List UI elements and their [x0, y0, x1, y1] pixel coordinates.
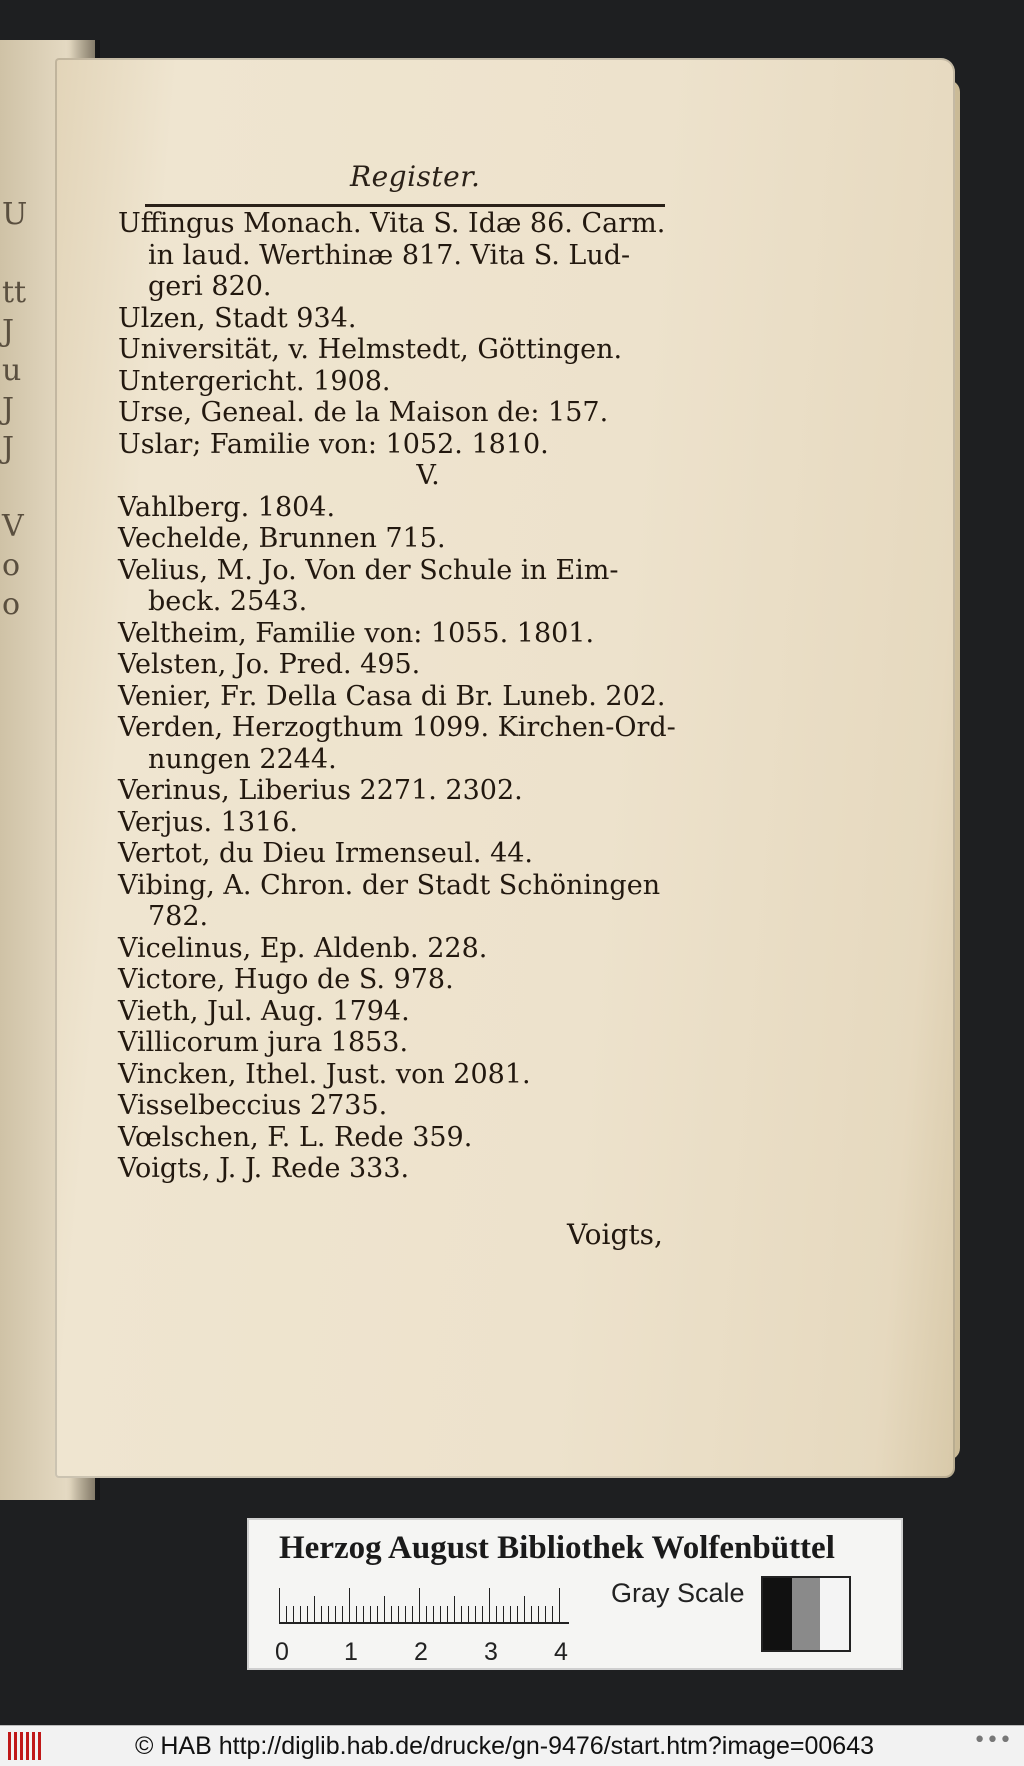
left-page-glyph: J — [2, 392, 15, 427]
ruler-tick — [335, 1606, 336, 1622]
ruler-tick — [321, 1606, 322, 1622]
ruler-tick — [482, 1606, 483, 1622]
ruler-tick — [342, 1606, 343, 1622]
register-entry: Verinus, Liberius 2271. 2302. — [118, 775, 523, 806]
left-page-glyph: u — [2, 353, 22, 388]
gray-swatch — [763, 1578, 792, 1650]
ruler-tick — [293, 1606, 294, 1622]
register-entry: Venier, Fr. Della Casa di Br. Luneb. 202. — [118, 680, 666, 712]
ruler-tick — [433, 1606, 434, 1622]
ruler-number: 2 — [414, 1638, 428, 1666]
left-page-glyph: tt — [2, 275, 27, 310]
register-entry: Victore, Hugo de S. 978. — [118, 964, 454, 995]
ruler-tick — [314, 1596, 315, 1622]
ruler-number: 3 — [484, 1638, 498, 1666]
register-entry: 782. — [148, 901, 209, 932]
register-entry: Velius, M. Jo. Von der Schule in Eim- — [118, 554, 619, 586]
copyright-url[interactable]: © HAB http://diglib.hab.de/drucke/gn-9476/start.htm?image=00643 — [135, 1732, 875, 1760]
register-entry: Vincken, Ithel. Just. von 2081. — [118, 1058, 531, 1090]
left-page-glyphs — [2, 195, 28, 624]
register-entry: Ulzen, Stadt 934. — [118, 302, 357, 334]
register-entry: Verden, Herzogthum 1099. Kirchen-Ord- — [118, 712, 676, 743]
left-page-glyph: J — [2, 431, 15, 466]
ruler-number: 4 — [554, 1638, 568, 1666]
grayscale-label: Gray Scale — [611, 1578, 745, 1608]
ruler-tick — [524, 1596, 525, 1622]
ruler-tick — [391, 1606, 392, 1622]
ruler-tick — [440, 1606, 441, 1622]
ruler-tick — [475, 1606, 476, 1622]
ruler-tick — [377, 1606, 378, 1622]
ruler-tick — [300, 1606, 301, 1622]
register-entry: in laud. Werthinæ 817. Vita S. Lud- — [148, 239, 631, 271]
left-page-glyph: o — [2, 587, 21, 622]
header-title: Register. — [350, 160, 481, 193]
register-entry: Vahlberg. 1804. — [118, 491, 336, 523]
ruler-tick — [398, 1606, 399, 1622]
ruler-tick — [447, 1606, 448, 1622]
reference-card — [247, 1518, 903, 1670]
register-entry: Verjus. 1316. — [118, 806, 298, 838]
left-page-glyph: J — [2, 314, 15, 349]
register-entries — [118, 208, 678, 1185]
ruler-tick — [454, 1596, 455, 1622]
ruler-tick — [538, 1606, 539, 1622]
library-title: Herzog August Bibliothek Wolfenbüttel — [279, 1530, 835, 1566]
register-entry: Villicorum jura 1853. — [118, 1027, 409, 1058]
more-options-icon[interactable]: ••• — [973, 1728, 1012, 1753]
ruler-tick — [503, 1606, 504, 1622]
page-header — [145, 160, 665, 200]
section-heading: V. — [416, 460, 440, 491]
ruler-tick — [461, 1606, 462, 1622]
register-entry: Vieth, Jul. Aug. 1794. — [118, 995, 410, 1027]
ruler-tick — [552, 1606, 553, 1622]
catchword: Voigts, — [567, 1218, 663, 1251]
register-entry: geri 820. — [148, 271, 272, 302]
ruler-tick — [531, 1606, 532, 1622]
ruler-tick — [328, 1606, 329, 1622]
register-entry: beck. 2543. — [148, 586, 308, 617]
left-page-glyph: U — [2, 197, 28, 232]
footer-bar — [0, 1725, 1024, 1766]
grayscale-swatches — [761, 1576, 851, 1652]
register-entry: Vicelinus, Ep. Aldenb. 228. — [118, 932, 488, 964]
register-entry: nungen 2244. — [148, 743, 337, 775]
register-entry: Veltheim, Familie von: 1055. 1801. — [118, 617, 595, 649]
ruler-tick — [279, 1588, 280, 1622]
register-entry: Uslar; Familie von: 1052. 1810. — [118, 428, 549, 460]
register-entry: Vechelde, Brunnen 715. — [118, 523, 446, 554]
ruler-tick — [489, 1588, 490, 1622]
ruler-tick — [412, 1606, 413, 1622]
register-entry: Vœlschen, F. L. Rede 359. — [118, 1121, 473, 1153]
ruler-tick — [356, 1606, 357, 1622]
ruler-tick — [307, 1606, 308, 1622]
gray-swatch — [820, 1578, 849, 1650]
ruler-number: 1 — [344, 1638, 358, 1666]
left-page-glyph — [2, 468, 24, 507]
ruler-tick — [496, 1606, 497, 1622]
register-entry: Voigts, J. J. Rede 333. — [118, 1153, 410, 1184]
ruler-tick — [510, 1606, 511, 1622]
ruler-tick — [286, 1606, 287, 1622]
header-rule — [145, 204, 665, 207]
register-entry: Vertot, du Dieu Irmenseul. 44. — [118, 838, 534, 869]
register-entry: Universität, v. Helmstedt, Göttingen. — [118, 334, 623, 365]
ruler-tick — [419, 1588, 420, 1622]
left-page-glyph — [2, 234, 24, 273]
register-entry: Uffingus Monach. Vita S. Idæ 86. Carm. — [118, 208, 666, 239]
register-entry: Urse, Geneal. de la Maison de: 157. — [118, 397, 609, 428]
ruler-tick — [545, 1606, 546, 1622]
register-entry: Visselbeccius 2735. — [118, 1090, 388, 1121]
hab-logo-icon — [8, 1732, 42, 1760]
register-entry: Velsten, Jo. Pred. 495. — [118, 649, 421, 680]
scale-ruler — [279, 1580, 569, 1630]
ruler-tick — [559, 1588, 560, 1622]
ruler-tick — [405, 1606, 406, 1622]
gray-swatch — [792, 1578, 821, 1650]
ruler-baseline — [279, 1622, 569, 1624]
ruler-tick — [349, 1588, 350, 1622]
ruler-tick — [384, 1596, 385, 1622]
register-entry: Vibing, A. Chron. der Stadt Schöningen — [118, 869, 661, 901]
ruler-tick — [517, 1606, 518, 1622]
ruler-tick — [468, 1606, 469, 1622]
ruler-number: 0 — [275, 1638, 289, 1666]
ruler-tick — [370, 1606, 371, 1622]
register-entry: Untergericht. 1908. — [118, 365, 391, 397]
ruler-tick — [426, 1606, 427, 1622]
left-page-glyph: V — [2, 509, 24, 544]
ruler-tick — [363, 1606, 364, 1622]
left-page-glyph: o — [2, 548, 21, 583]
